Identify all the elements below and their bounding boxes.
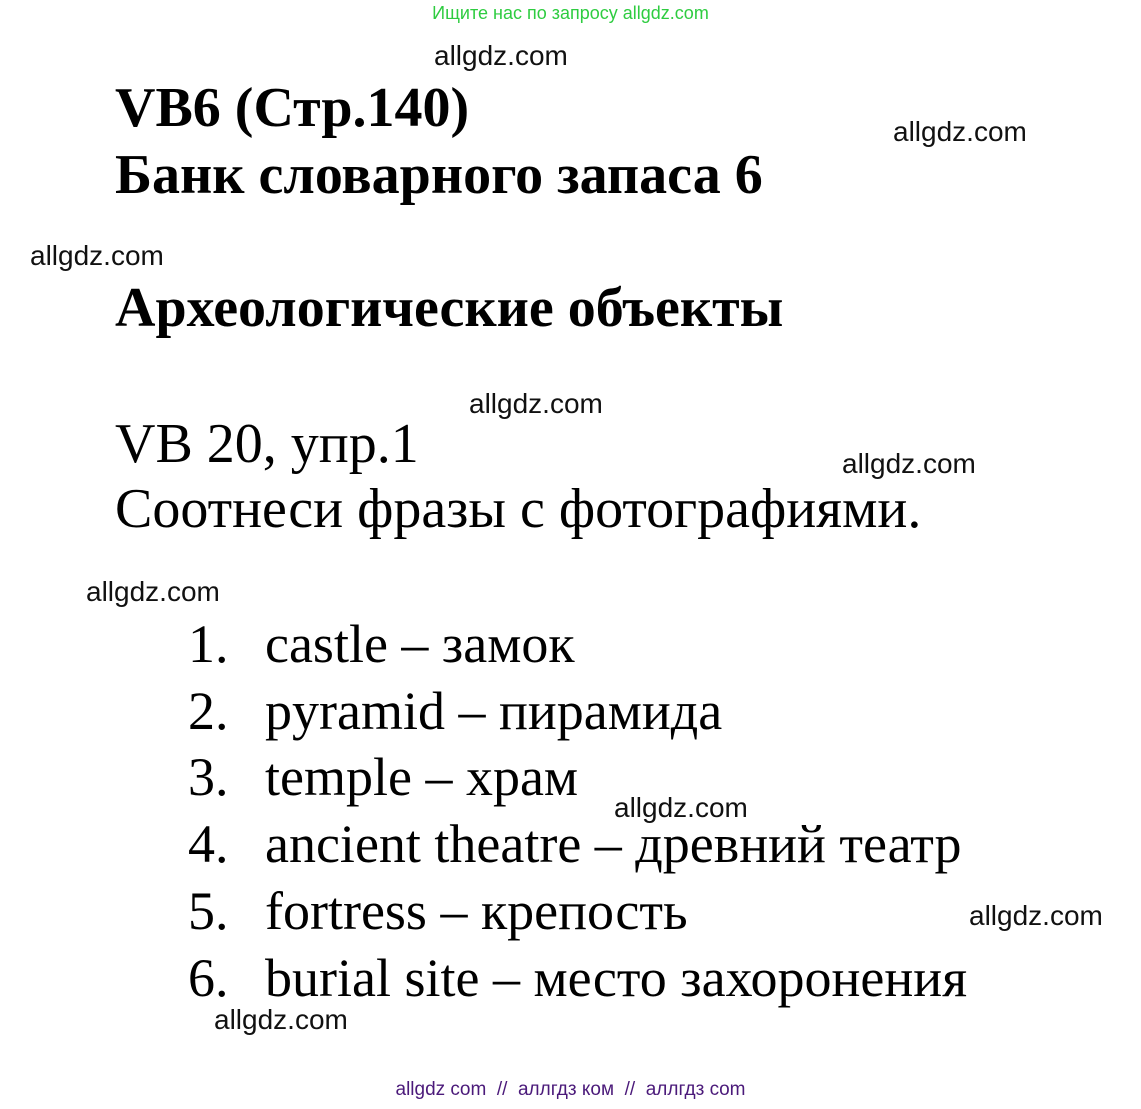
watermark: allgdz.com (434, 40, 568, 71)
item-text: fortress – крепость (265, 881, 688, 941)
watermark: allgdz.com (86, 576, 220, 607)
watermark: allgdz.com (214, 1004, 348, 1035)
exercise-label: VB 20, упр.1 (115, 413, 419, 475)
item-number: 4. (188, 814, 229, 874)
item-number: 2. (188, 681, 229, 741)
watermark: allgdz.com (469, 388, 603, 419)
watermark: allgdz.com (30, 240, 164, 271)
item-text: castle – замок (265, 614, 575, 674)
title: VB6 (Стр.140) (115, 77, 470, 139)
topic-heading: Археологические объекты (115, 277, 784, 339)
item-number: 3. (188, 747, 229, 807)
watermark: allgdz.com (969, 900, 1103, 931)
item-text: temple – храм (265, 747, 579, 807)
instruction: Соотнеси фразы с фотографиями. (115, 478, 922, 540)
footer-banner[interactable]: allgdz com // аллгдз ком // аллгдз com (395, 1079, 746, 1100)
watermark: allgdz.com (893, 116, 1027, 147)
item-text: ancient theatre – древний театр (265, 814, 962, 874)
watermark: allgdz.com (614, 792, 748, 823)
item-text: burial site – место захоронения (265, 948, 968, 1008)
item-number: 5. (188, 881, 229, 941)
subtitle: Банк словарного запаса 6 (115, 144, 763, 206)
watermark: allgdz.com (842, 448, 976, 479)
item-text: pyramid – пирамида (265, 681, 723, 741)
item-number: 6. (188, 948, 229, 1008)
item-number: 1. (188, 614, 229, 674)
header-banner[interactable]: Ищите нас по запросу allgdz.com (432, 3, 709, 23)
